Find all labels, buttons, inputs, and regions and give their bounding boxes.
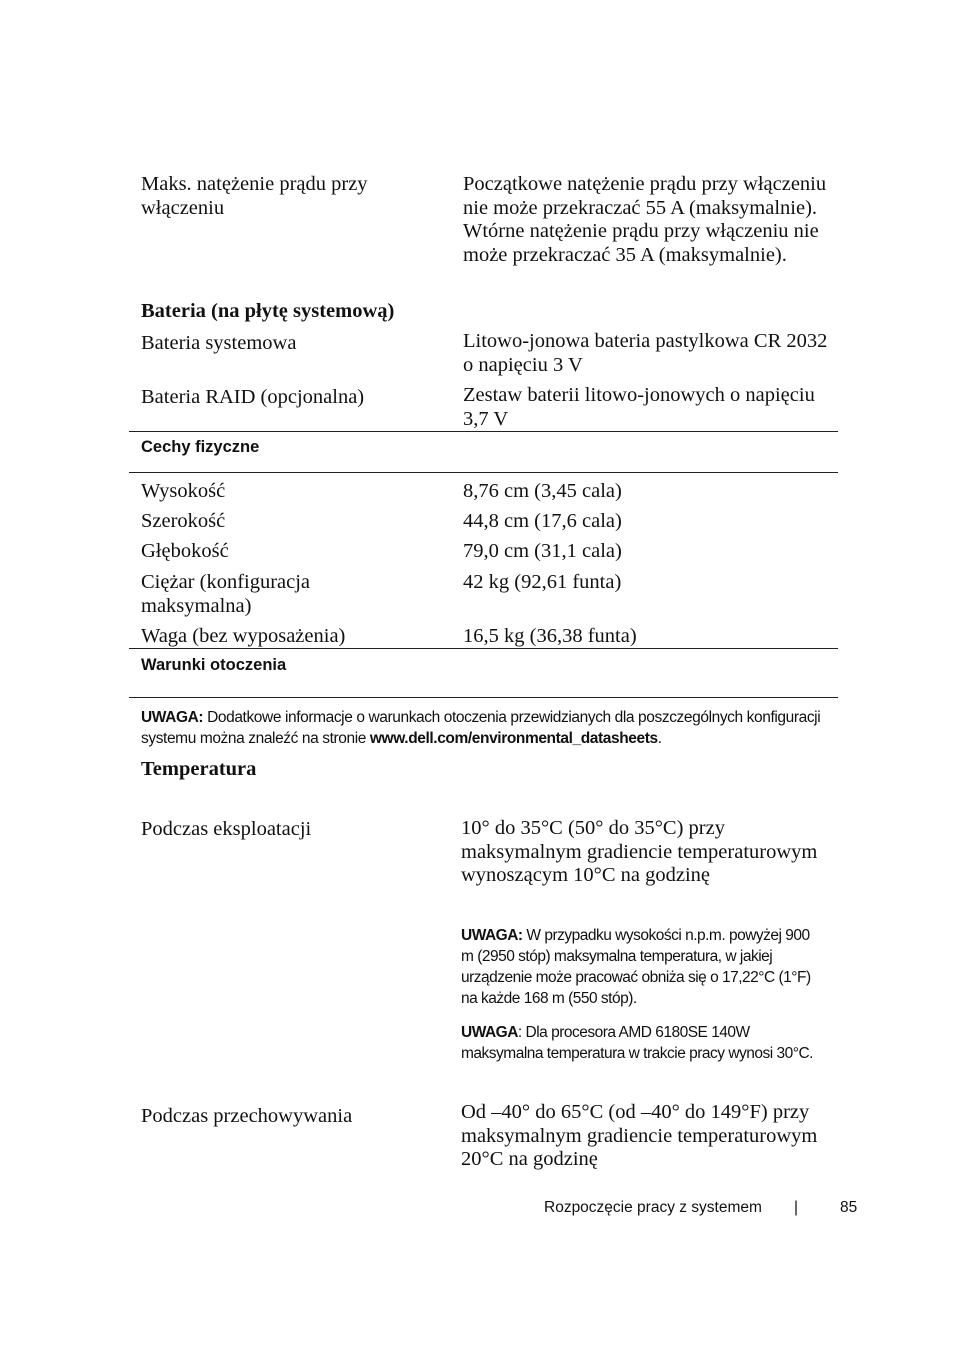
note-label: UWAGA:: [461, 927, 523, 944]
battery-heading: Bateria (na płytę systemową): [141, 300, 395, 322]
note-text: W przypadku wysokości n.p.m. powyżej 900 m (2950 stóp) maksymalna temperatura, w jakiej urządzenie może pracować obniża się o 17,22°C (1°F) na każde 168 m (550 stóp).: [461, 927, 811, 1007]
physical-row-value: 42 kg (92,61 funta): [463, 571, 622, 593]
physical-row-value: 44,8 cm (17,6 cala): [463, 510, 622, 532]
operating-note-altitude: [461, 925, 825, 1009]
page-number: 85: [840, 1199, 858, 1216]
note-label: UWAGA: [461, 1024, 518, 1041]
section-rule-bottom: [129, 697, 838, 698]
physical-row-label: Szerokość: [141, 510, 226, 532]
note-label: UWAGA:: [141, 709, 204, 726]
note-end: .: [657, 730, 662, 747]
environment-heading: Warunki otoczenia: [141, 656, 287, 674]
section-rule-bottom: [129, 472, 838, 473]
section-rule-top: [129, 648, 838, 649]
note-text: Dodatkowe informacje o warunkach otoczenia przewidzianych dla poszczególnych konfiguracji systemu można znaleźć na stronie: [141, 709, 821, 747]
storage-label: Podczas przechowywania: [141, 1105, 353, 1127]
operating-label: Podczas eksploatacji: [141, 818, 312, 840]
physical-heading: Cechy fizyczne: [141, 438, 260, 456]
footer-separator: |: [794, 1199, 799, 1216]
physical-row-label: Wysokość: [141, 480, 226, 502]
inrush-value: Początkowe natężenie prądu przy włączeniu nie może przekraczać 55 A (maksymalnie). Wtórne natężenie prądu przy włączeniu nie może przekraczać 35 A (maksymalnie).: [463, 173, 827, 266]
physical-row-label: Ciężar (konfiguracja maksymalna): [141, 571, 311, 617]
battery-system-value: Litowo-jonowa bateria pastylkowa CR 2032 o napięciu 3 V: [463, 330, 828, 376]
temperature-heading: Temperatura: [141, 758, 257, 780]
operating-value: 10° do 35°C (50° do 35°C) przy maksymalnym gradiencie temperaturowym wynoszącym 10°C na godzinę: [461, 817, 818, 886]
battery-raid-label: Bateria RAID (opcjonalna): [141, 386, 365, 408]
battery-raid-value: Zestaw baterii litowo-jonowych o napięciu 3,7 V: [463, 384, 815, 430]
storage-value: Od –40° do 65°C (od –40° do 149°F) przy maksymalnym gradiencie temperaturowym 20°C na godzinę: [461, 1101, 818, 1170]
datasheets-link[interactable]: www.dell.com/environmental_datasheets: [369, 730, 658, 747]
inrush-label: Maks. natężenie prądu przy włączeniu: [141, 173, 368, 219]
physical-row-value: 8,76 cm (3,45 cala): [463, 480, 622, 502]
physical-row-label: Waga (bez wyposażenia): [141, 625, 346, 647]
footer-section-title: Rozpoczęcie pracy z systemem: [544, 1199, 762, 1216]
physical-row-value: 16,5 kg (36,38 funta): [463, 625, 637, 647]
physical-row-value: 79,0 cm (31,1 cala): [463, 540, 622, 562]
note-text: : Dla procesora AMD 6180SE 140W maksymalna temperatura w trakcie pracy wynosi 30°C.: [461, 1024, 813, 1062]
battery-system-label: Bateria systemowa: [141, 332, 297, 354]
operating-note-amd: [461, 1022, 825, 1064]
physical-row-label: Głębokość: [141, 540, 229, 562]
section-rule-top: [129, 431, 838, 432]
environment-note: [141, 707, 821, 749]
